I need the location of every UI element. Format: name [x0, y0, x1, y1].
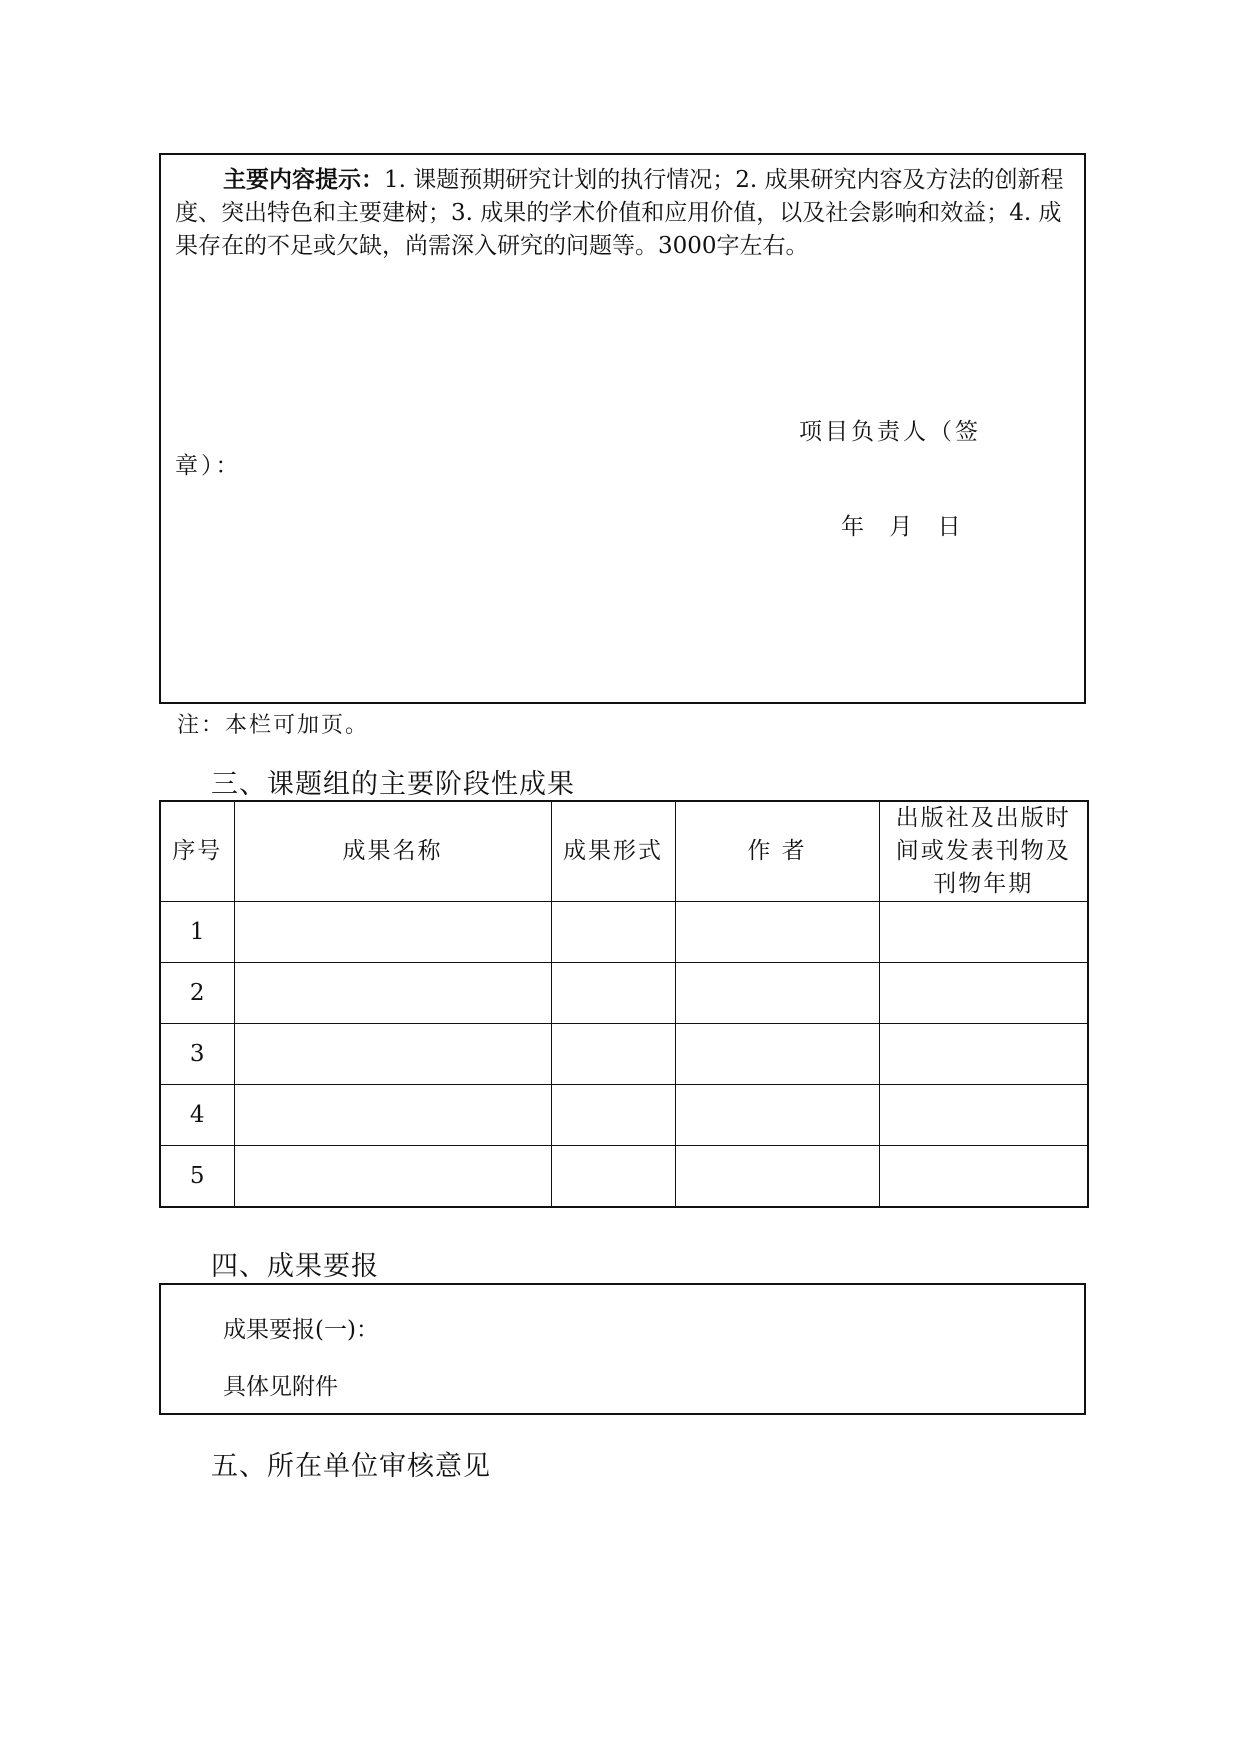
section-title-review: 五、所在单位审核意见 — [211, 1451, 491, 1482]
table-row — [160, 1146, 1088, 1207]
content-hint — [175, 164, 1068, 263]
cell-name[interactable] — [234, 902, 551, 963]
cell-author[interactable] — [675, 1024, 879, 1085]
cell-form[interactable] — [551, 1146, 675, 1207]
table-row — [160, 1024, 1088, 1085]
row-number: 5 — [160, 1146, 234, 1207]
page-note: 注：本栏可加页。 — [177, 713, 370, 738]
header-name: 成果名称 — [234, 801, 551, 902]
row-number: 4 — [160, 1085, 234, 1146]
header-author: 作 者 — [675, 801, 879, 902]
row-number: 3 — [160, 1024, 234, 1085]
cell-publication[interactable] — [879, 1024, 1088, 1085]
cell-publication[interactable] — [879, 902, 1088, 963]
cell-name[interactable] — [234, 963, 551, 1024]
cell-publication[interactable] — [879, 1085, 1088, 1146]
row-number: 2 — [160, 963, 234, 1024]
cell-author[interactable] — [675, 1146, 879, 1207]
table-header-row — [160, 801, 1088, 902]
content-box — [159, 153, 1086, 704]
date-line: 年 月 日 — [841, 514, 961, 540]
header-form: 成果形式 — [551, 801, 675, 902]
cell-name[interactable] — [234, 1085, 551, 1146]
table-row — [160, 902, 1088, 963]
row-number: 1 — [160, 902, 234, 963]
table-row — [160, 963, 1088, 1024]
cell-form[interactable] — [551, 902, 675, 963]
cell-form[interactable] — [551, 1085, 675, 1146]
results-table — [159, 800, 1089, 1208]
hint-text: 1. 课题预期研究计划的执行情况；2. 成果研究内容及方法的创新程度、突出特色和主要建树；3. 成果的学术价值和应用价值，以及社会影响和效益；4. 成果存在的不足或欠缺，尚需深入研究的问题等。3000字左右。 — [175, 167, 1064, 259]
report-box — [159, 1283, 1086, 1415]
cell-form[interactable] — [551, 963, 675, 1024]
cell-publication[interactable] — [879, 963, 1088, 1024]
header-number: 序号 — [160, 801, 234, 902]
table-row — [160, 1085, 1088, 1146]
section-title-results: 三、课题组的主要阶段性成果 — [211, 769, 575, 800]
cell-author[interactable] — [675, 1085, 879, 1146]
header-publication: 出版社及出版时间或发表刊物及刊物年期 — [879, 801, 1088, 902]
cell-name[interactable] — [234, 1024, 551, 1085]
cell-form[interactable] — [551, 1024, 675, 1085]
signature-label: 项目负责人（签 — [799, 419, 981, 445]
hint-label: 主要内容提示： — [223, 167, 384, 193]
cell-publication[interactable] — [879, 1146, 1088, 1207]
attachment-note: 具体见附件 — [223, 1374, 338, 1400]
cell-name[interactable] — [234, 1146, 551, 1207]
report-label: 成果要报(一)： — [223, 1317, 379, 1343]
cell-author[interactable] — [675, 963, 879, 1024]
cell-author[interactable] — [675, 902, 879, 963]
section-title-report: 四、成果要报 — [211, 1251, 379, 1282]
signature-label-tail: 章）： — [175, 453, 242, 479]
